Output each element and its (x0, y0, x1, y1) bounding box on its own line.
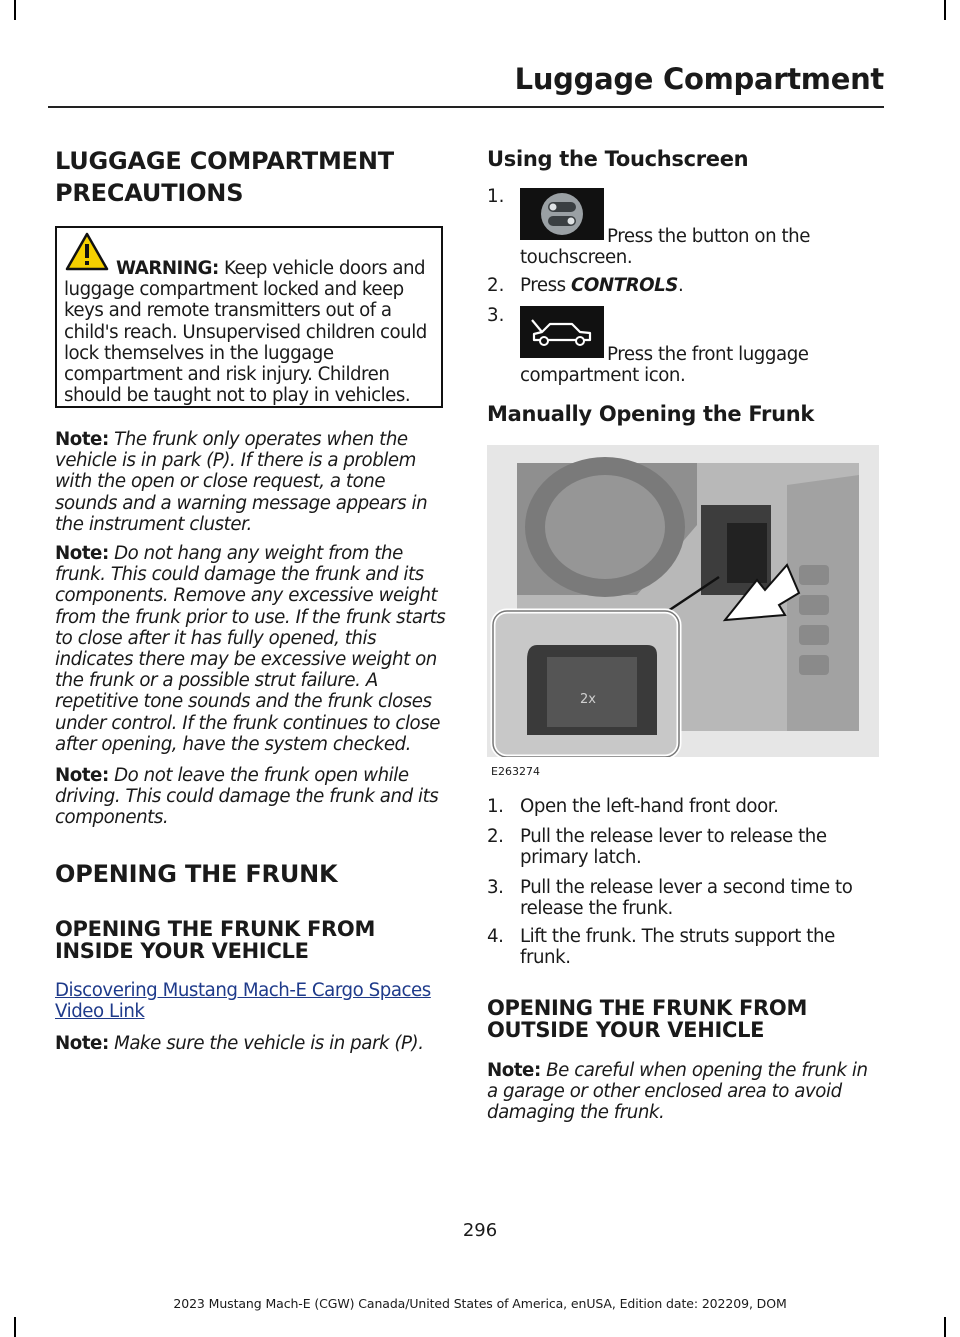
step-number: 3. (487, 877, 504, 898)
controls-label: CONTROLS (570, 275, 678, 296)
list-item (487, 926, 882, 970)
step-number: 2. (487, 826, 504, 847)
section-heading-precautions-1: LUGGAGE COMPARTMENT (55, 147, 394, 175)
note-park (55, 1033, 447, 1054)
list-item (487, 826, 882, 870)
page-header-title: Luggage Compartment (514, 62, 884, 96)
list-item (487, 796, 882, 818)
step-text: Pull the release lever to release the primary latch. (520, 826, 827, 869)
note-text: The frunk only operates when the vehicle is in park (P). If there is a problem with the open or close request, a tone sounds and a warning message appears in the instrument cluster. (55, 429, 428, 535)
crop-mark (944, 1317, 946, 1337)
note-outside (487, 1060, 880, 1124)
figure-2x-label: 2x (580, 692, 596, 707)
step-text: Lift the frunk. The struts support the frunk. (520, 926, 835, 969)
warning-body: Keep vehicle doors and luggage compartment locked and keep keys and remote transmitters out of a child's reach. Unsupervised children could lock themselves in the luggage compartment and risk injury. Children should be taught not to play in vehicles. (64, 258, 427, 407)
note-text: Be careful when opening the frunk in a garage or other enclosed area to avoid damaging the frunk. (487, 1060, 868, 1124)
note-label: Note: (55, 543, 109, 564)
step-text: Pull the release lever a second time to release the frunk. (520, 877, 853, 920)
note-text: Make sure the vehicle is in park (P). (108, 1033, 424, 1054)
step-number: 4. (487, 926, 504, 947)
note-park-operation (55, 429, 447, 535)
note-text: Do not hang any weight from the frunk. This could damage the frunk and its components. Remove any excessive weight from the frunk prior to use. If the frunk starts to close after it has fully opened, this indicates there may be excessive weight on the frunk or a possible strut failure. A repetitive tone sounds and the frunk closes under control. If the frunk continues to close after opening, have the system checked. (55, 543, 446, 755)
step-text: Open the left-hand front door. (520, 796, 779, 817)
touch-step-number: 2. (487, 275, 505, 296)
touch-step-number: 1. (487, 186, 505, 207)
header-rule (48, 106, 884, 108)
note-weight (55, 543, 447, 755)
note-label: Note: (55, 765, 109, 786)
step-text: . (677, 275, 684, 296)
crop-mark (14, 1317, 16, 1337)
heading-using-touchscreen: Using the Touchscreen (487, 147, 749, 171)
touch-step-3-text: Press the front luggage compartment icon. (520, 344, 809, 387)
edition-line: 2023 Mustang Mach-E (CGW) Canada/United States of America, enUSA, Edition date: 202209, DOM (173, 1296, 787, 1311)
warning-box (55, 226, 443, 408)
warning-label: WARNING: (116, 258, 219, 279)
note-label: Note: (55, 429, 109, 450)
page-number: 296 (462, 1220, 498, 1241)
subheading-inside: OPENING THE FRUNK FROM INSIDE YOUR VEHICLE (55, 917, 376, 963)
section-heading-opening: OPENING THE FRUNK (55, 860, 338, 888)
warning-text (64, 258, 438, 406)
frunk-release-illustration (487, 445, 879, 757)
subheading-outside: OPENING THE FRUNK FROM OUTSIDE YOUR VEHICLE (487, 996, 808, 1042)
touch-step-2-text (520, 275, 880, 296)
list-item (487, 877, 882, 921)
step-number: 1. (487, 796, 504, 817)
note-text: Do not leave the frunk open while driving. This could damage the frunk and its components. (55, 765, 439, 829)
note-label: Note: (55, 1033, 109, 1054)
note-driving (55, 765, 447, 829)
figure-code: E263274 (491, 765, 540, 778)
heading-manually-opening: Manually Opening the Frunk (487, 402, 815, 426)
crop-mark (944, 0, 946, 20)
note-label: Note: (487, 1060, 541, 1081)
touch-step-1-text: Press the button on the touchscreen. (520, 226, 810, 269)
touch-step-number: 3. (487, 305, 505, 326)
video-link[interactable]: Discovering Mustang Mach-E Cargo Spaces Video Link (55, 980, 431, 1023)
step-text: Press (520, 275, 571, 296)
section-heading-precautions-2: PRECAUTIONS (55, 179, 244, 207)
crop-mark (14, 0, 16, 20)
